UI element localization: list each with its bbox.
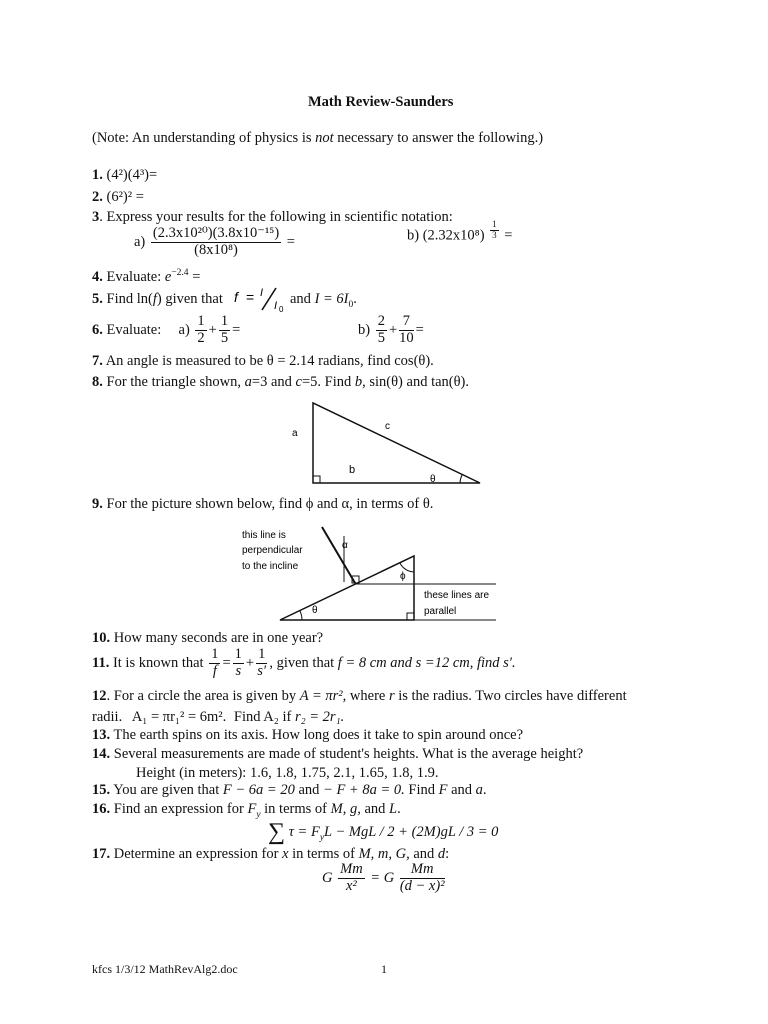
q17-frac1-num: Mm (340, 861, 363, 877)
q16-number: 16. (92, 801, 111, 817)
q11-condition: f = 8 cm and s =12 cm, find s′. (337, 655, 516, 672)
q16-L: L (389, 801, 398, 817)
triangle-outline (313, 403, 480, 483)
q9-text: For the picture shown below, find ϕ and α, in terms of θ. (106, 496, 434, 512)
q17-text: Determine an expression for (113, 846, 279, 862)
q3-number: 3 (92, 209, 100, 225)
q17-frac2-den: (d − x)² (399, 877, 445, 894)
question-17 (92, 847, 449, 862)
q3-part-a (134, 226, 295, 259)
q8-text-1: For the triangle shown, (106, 374, 245, 390)
q17-vars: M, m, G, (358, 846, 410, 862)
q6-number: 6. (92, 322, 103, 339)
q8-c: c (295, 374, 302, 390)
q5-f-label: f (234, 289, 238, 305)
q5-and: and (290, 291, 311, 307)
q4-exponent: −2.4 (171, 268, 189, 279)
base-right-angle-mark (407, 613, 414, 620)
footer-filename: kfcs 1/3/12 MathRevAlg2.doc (92, 962, 238, 976)
question-4 (92, 270, 200, 285)
q12-text: . For a circle the area is given by (106, 688, 297, 704)
q15-a: a (475, 782, 483, 798)
question-6: 6. Evaluate: a) $\frac{1}{2}$ + $\frac{1}{5}$ = (92, 313, 241, 346)
q1-number: 1. (92, 167, 103, 183)
right-angle-mark (313, 476, 320, 483)
question-16 (92, 801, 401, 820)
q17-frac2-num: Mm (400, 862, 445, 879)
q17-x: x (282, 846, 289, 862)
q11-frac2-num: 1 (234, 646, 242, 662)
question-8 (92, 375, 469, 390)
theta-label: θ (430, 474, 436, 485)
q17-text-2: in terms of (292, 846, 355, 862)
page-title: Math Review-Saunders (308, 94, 454, 110)
q16-end: . (397, 801, 401, 817)
perp-label-line3: to the incline (242, 561, 299, 572)
q12-text-3: is the radius. Two circles have different (398, 688, 627, 704)
q17-and: and (413, 846, 435, 862)
q15-eq2: − F + 8a = 0. (323, 782, 405, 798)
q12-line-2 (92, 710, 344, 725)
q6-b-label: b) (358, 322, 371, 339)
q15-number: 15. (92, 782, 111, 798)
q11-frac1-den: f (212, 662, 217, 679)
q6-a-label: a) (178, 322, 190, 339)
q17-G: G (322, 870, 333, 887)
q6-part-b: b) $\frac{2}{5}$ + $\frac{7}{10}$ = (358, 313, 424, 346)
q11-number: 11. (92, 655, 110, 672)
q8-number: 8. (92, 374, 103, 390)
q11-frac3-num: 1 (258, 646, 266, 662)
q15-text: You are given that (113, 782, 220, 798)
q3-a-numerator: (2.3x10²⁰)(3.8x10⁻¹⁵) (152, 225, 280, 241)
q6-b-frac1-num: 2 (377, 313, 385, 329)
q5-I0-sub: 0 (279, 305, 284, 313)
q5-end: . (353, 291, 357, 307)
q14-data: Height (in meters): 1.6, 1.8, 1.75, 2.1, 1.65, 1.8, 1.9. (136, 765, 439, 781)
q9-number: 9. (92, 496, 103, 512)
note (92, 131, 543, 146)
q6-b-frac1-den: 5 (377, 329, 385, 346)
q8-text-2: =3 and (251, 374, 296, 390)
q8-b: b (354, 374, 363, 390)
q4-number: 4. (92, 269, 103, 285)
note-emphasis: not (315, 130, 334, 146)
q12-condition: r₂ = 2r₁. (294, 709, 345, 725)
q15-find: Find (408, 782, 435, 798)
q6-a-frac2-num: 1 (220, 313, 229, 329)
q3-b-exp-denominator: 3 (492, 229, 497, 240)
side-b-label: b (349, 464, 356, 476)
q8-text-3: =5. Find (301, 374, 355, 390)
side-c-label: c (385, 421, 390, 432)
q10-number: 10. (92, 630, 111, 646)
q3-b-exp-numerator: 1 (492, 219, 497, 229)
q4-expression: e (164, 269, 172, 285)
question-15 (92, 783, 487, 798)
q5-f: f (152, 291, 157, 307)
q3-a-label: a) (134, 234, 146, 251)
q16-F: F (247, 801, 257, 817)
q5-condition-eq: I = 6I (314, 291, 349, 307)
q3-part-b (407, 219, 513, 244)
q5-eq-sign: = (246, 289, 255, 305)
q3-a-fraction (151, 226, 281, 259)
question-5 (92, 292, 223, 307)
q10-text: How many seconds are in one year? (113, 630, 324, 646)
q14-number: 14. (92, 746, 111, 762)
q6-a-frac1-den: 2 (197, 329, 205, 346)
q11-frac2-den: s (235, 662, 242, 679)
q16-F-sub: y (256, 809, 261, 820)
q12-radii: radii. (92, 709, 123, 725)
alpha-label: α (342, 540, 348, 551)
question-11: 11. It is known that $\frac{1}{f}$ = $\frac{1}{s}$ + $\frac{1}{s'}$ , given that f = 8 cm and s =12 cm, find s′. (92, 646, 516, 679)
q2-number: 2. (92, 189, 103, 205)
q12-r: r (388, 688, 395, 704)
side-a-label: a (292, 428, 298, 439)
q2-text: (6²)² = (106, 189, 144, 205)
q4-equals: = (192, 269, 201, 285)
q3-b-exponent (490, 220, 499, 241)
q17-eq: = G (370, 870, 395, 887)
footer-page-number: 1 (381, 962, 387, 976)
summation-symbol: ∑ (268, 819, 286, 845)
q6-a-frac1-num: 1 (197, 313, 205, 329)
q5-sub-zero: 0 (348, 299, 354, 310)
perp-label-line2: perpendicular (242, 545, 303, 556)
q8-a: a (244, 374, 252, 390)
q11-frac1-num: 1 (211, 646, 219, 662)
q15-end: . (482, 782, 487, 798)
q13-number: 13. (92, 727, 111, 743)
question-3 (92, 210, 453, 225)
q17-number: 17. (92, 846, 111, 862)
question-12 (92, 689, 627, 704)
q5-condition (290, 291, 357, 310)
q7-number: 7. (92, 353, 103, 369)
q5-number: 5. (92, 291, 103, 307)
phi-label: ϕ (400, 571, 406, 582)
theta-label-2: θ (312, 605, 318, 616)
q16-vars: M, g, (330, 801, 361, 817)
q5-text-2: ) given that (156, 291, 223, 307)
question-10 (92, 631, 323, 646)
q15-F: F (438, 782, 448, 798)
q3-b-label: b) (2.32x10⁸) (407, 227, 485, 244)
q1-text: (4²)(4³)= (106, 167, 158, 183)
q11-text-2: , given that (269, 655, 335, 672)
q16-equation-text: $\tau = F_yL$ − MgL / 2 + (2M)gL / 3 = 0 (288, 823, 499, 843)
question-14 (92, 747, 583, 762)
q5-text: Find ln( (106, 291, 153, 307)
parallel-label-line1: these lines are (424, 590, 490, 601)
q12-a1-eq: A₁ = πr₁² = 6m². (131, 709, 227, 725)
q12-number: 12 (92, 688, 107, 704)
parallel-label-line2: parallel (424, 606, 457, 617)
q17-equation (322, 862, 447, 895)
q4-text: Evaluate: (106, 269, 162, 285)
q16-equation (268, 820, 498, 844)
question-7 (92, 354, 434, 369)
q6-a-frac2-den: 5 (220, 329, 229, 346)
note-text-1: (Note: An understanding of physics is (92, 130, 316, 146)
q3-text: . Express your results for the following in scientific notation: (99, 209, 453, 225)
q15-and-2: and (451, 782, 473, 798)
note-text-2: necessary to answer the following.) (333, 130, 544, 146)
q16-and: and (364, 801, 386, 817)
question-9 (92, 497, 433, 512)
triangle-figure (288, 398, 508, 488)
q13-text: The earth spins on its axis. How long does it take to spin around once? (113, 727, 524, 743)
q12-text-2: where (349, 688, 386, 704)
theta-arc-2 (300, 611, 302, 620)
incline-figure (240, 524, 500, 624)
q16-text: Find an expression for (113, 801, 244, 817)
q6-text: Evaluate: (106, 322, 162, 339)
q5-I0-label: I (274, 300, 278, 312)
q12-area-eq: A = πr², (299, 688, 347, 704)
q5-I-label: I (260, 287, 264, 299)
perp-label-line1: this line is (242, 530, 286, 541)
q6-b-frac2-den: 10 (399, 329, 414, 346)
q12-find: Find A₂ if (233, 709, 292, 725)
q16-text-2: in terms of (264, 801, 327, 817)
q17-frac1-den: x² (345, 877, 357, 894)
q14-text: Several measurements are made of student's heights. What is the average height? (113, 746, 584, 762)
incline-triangle (280, 556, 414, 620)
perpendicular-line (322, 527, 355, 583)
q6-b-frac2-num: 7 (399, 314, 414, 331)
q15-eq1: F − 6a = 20 (222, 782, 295, 798)
q3-a-equals: = (286, 234, 295, 251)
q17-d: d (437, 846, 446, 862)
q17-end: : (445, 846, 450, 862)
q8-text-4: , sin(θ) and tan(θ). (362, 374, 470, 390)
question-2 (92, 190, 144, 205)
q15-and: and (298, 782, 320, 798)
question-1 (92, 168, 157, 183)
q3-a-denominator: (8x10⁸) (194, 241, 238, 258)
theta-arc (460, 475, 462, 483)
q11-frac3-den: s′ (257, 662, 267, 679)
q3-b-equals: = (504, 227, 513, 244)
q7-text: An angle is measured to be θ = 2.14 radians, find cos(θ). (105, 353, 434, 369)
q11-text: It is known that (112, 655, 204, 672)
question-13 (92, 728, 523, 743)
